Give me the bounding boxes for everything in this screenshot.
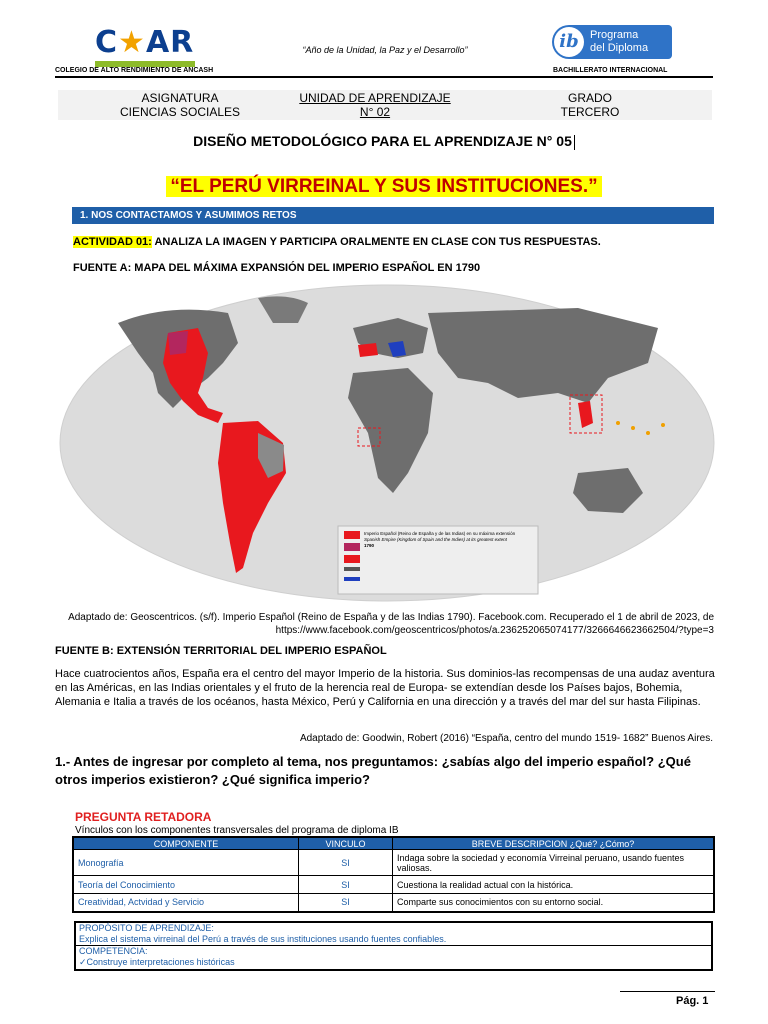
- table-cell: Cuestiona la realidad actual con la histórica.: [393, 876, 715, 894]
- page-title: DISEÑO METODOLÓGICO PARA EL APRENDIZAJE N° 05: [0, 133, 768, 150]
- grado-cell: GRADO TERCERO: [560, 91, 620, 119]
- activity-instruction: ACTIVIDAD 01: ANALIZA LA IMAGEN Y PARTICIPA ORALMENTE EN CLASE CON TUS RESPUESTAS.: [73, 236, 601, 248]
- ib-links-subheading: Vínculos con los componentes transversales del programa de diploma IB: [75, 825, 399, 836]
- challenge-question-heading: PREGUNTA RETADORA: [75, 810, 212, 824]
- table-row: [73, 894, 714, 912]
- purpose-text: Explica el sistema virreinal del Perú a través de sus instituciones usando fuentes confiables.: [79, 934, 447, 944]
- coar-logo: C★AR: [95, 27, 195, 61]
- components-table: [72, 836, 715, 913]
- source-b-caption: Adaptado de: Goodwin, Robert (2016) “España, centro del mundo 1519- 1682” Buenos Aires.: [299, 733, 713, 744]
- legend-subtitle: Spanish Empire (Kingdom of Spain and the Indies) at its greatest extent: [364, 537, 507, 542]
- purpose-box: [74, 921, 713, 971]
- asignatura-cell: ASIGNATURA CIENCIAS SOCIALES: [119, 91, 241, 119]
- source-a-caption: Adaptado de: Geoscentricos. (s/f). Imperio Español (Reino de España y de las Indias 1790). Facebook.com. Recuperado el 1 de abril de 2023, de https://www.facebook.com/geoscentricos/photos/a.236252065074177/3266646623662504/?type=3: [68, 612, 714, 636]
- page-number: Pág. 1: [676, 995, 709, 1007]
- section-heading: 1. NOS CONTACTAMOS Y ASUMIMOS RETOS: [72, 207, 714, 224]
- motto: “Año de la Unidad, la Paz y el Desarrollo”: [302, 45, 468, 55]
- source-b-paragraph: Hace cuatrocientos años, España era el centro del mayor Imperio de la historia. Sus dominios-las recompensas de una audaz aventura en las Américas, en las Indias orientales y el fruto de la herencia real de Europa- se extendían desde los Países bajos, Bohemia, Alemania e Italia a través de los océanos, hasta México, Perú y California en una dirección y a través del mar del sur hasta Filipinas.: [55, 668, 715, 708]
- table-header: COMPONENTE: [73, 837, 299, 850]
- table-header: BREVE DESCRIPCION ¿Qué? ¿Cómo?: [393, 837, 715, 850]
- table-header: VINCULO: [299, 837, 393, 850]
- legend-year: 1790: [364, 543, 375, 548]
- text-cursor: [574, 135, 575, 150]
- source-a-heading: FUENTE A: MAPA DEL MÁXIMA EXPANSIÓN DEL IMPERIO ESPAÑOL EN 1790: [73, 262, 481, 274]
- table-row: [73, 876, 714, 894]
- ib-logo: ib Programa del Diploma: [552, 25, 672, 59]
- program-name: BACHILLERATO INTERNACIONAL: [553, 67, 668, 74]
- competence-text: ✓Construye interpretaciones históricas: [79, 957, 235, 967]
- footer-divider: [620, 991, 715, 992]
- ib-mark: ib: [554, 27, 584, 57]
- question-1: 1.- Antes de ingresar por completo al tema, nos preguntamos: ¿sabías algo del imperio español? ¿Qué otros imperios existieron? ¿Qué significa imperio?: [55, 754, 691, 787]
- header-divider: [55, 76, 713, 78]
- legend-title: Imperio Español (Reino de España y de las Indias) en su máxima extensión: [364, 531, 516, 536]
- table-cell: Comparte sus conocimientos con su entorno social.: [393, 894, 715, 912]
- table-cell: Creatividad, Actvidad y Servicio: [73, 894, 299, 912]
- table-row: [73, 850, 714, 876]
- table-cell: Indaga sobre la sociedad y economía Virreinal peruano, usando fuentes valiosas.: [393, 850, 715, 876]
- source-b-heading: FUENTE B: EXTENSIÓN TERRITORIAL DEL IMPERIO ESPAÑOL: [55, 645, 387, 657]
- school-name: COLEGIO DE ALTO RENDIMIENTO DE ANCASH: [55, 67, 214, 74]
- world-map: [58, 283, 716, 603]
- table-cell: Teoría del Conocimiento: [73, 876, 299, 894]
- purpose-label: PROPÓSITO DE APRENDIZAJE:: [79, 923, 214, 933]
- page-subtitle: “EL PERÚ VIRREINAL Y SUS INSTITUCIONES.”: [0, 176, 768, 198]
- spain-shape: [358, 343, 378, 357]
- table-cell: SI: [299, 894, 393, 912]
- competence-label: COMPETENCIA:: [76, 945, 711, 957]
- table-cell: SI: [299, 876, 393, 894]
- table-cell: Monografía: [73, 850, 299, 876]
- table-header-row: [73, 837, 714, 850]
- table-cell: SI: [299, 850, 393, 876]
- unidad-cell: UNIDAD DE APRENDIZAJE N° 02: [299, 91, 451, 119]
